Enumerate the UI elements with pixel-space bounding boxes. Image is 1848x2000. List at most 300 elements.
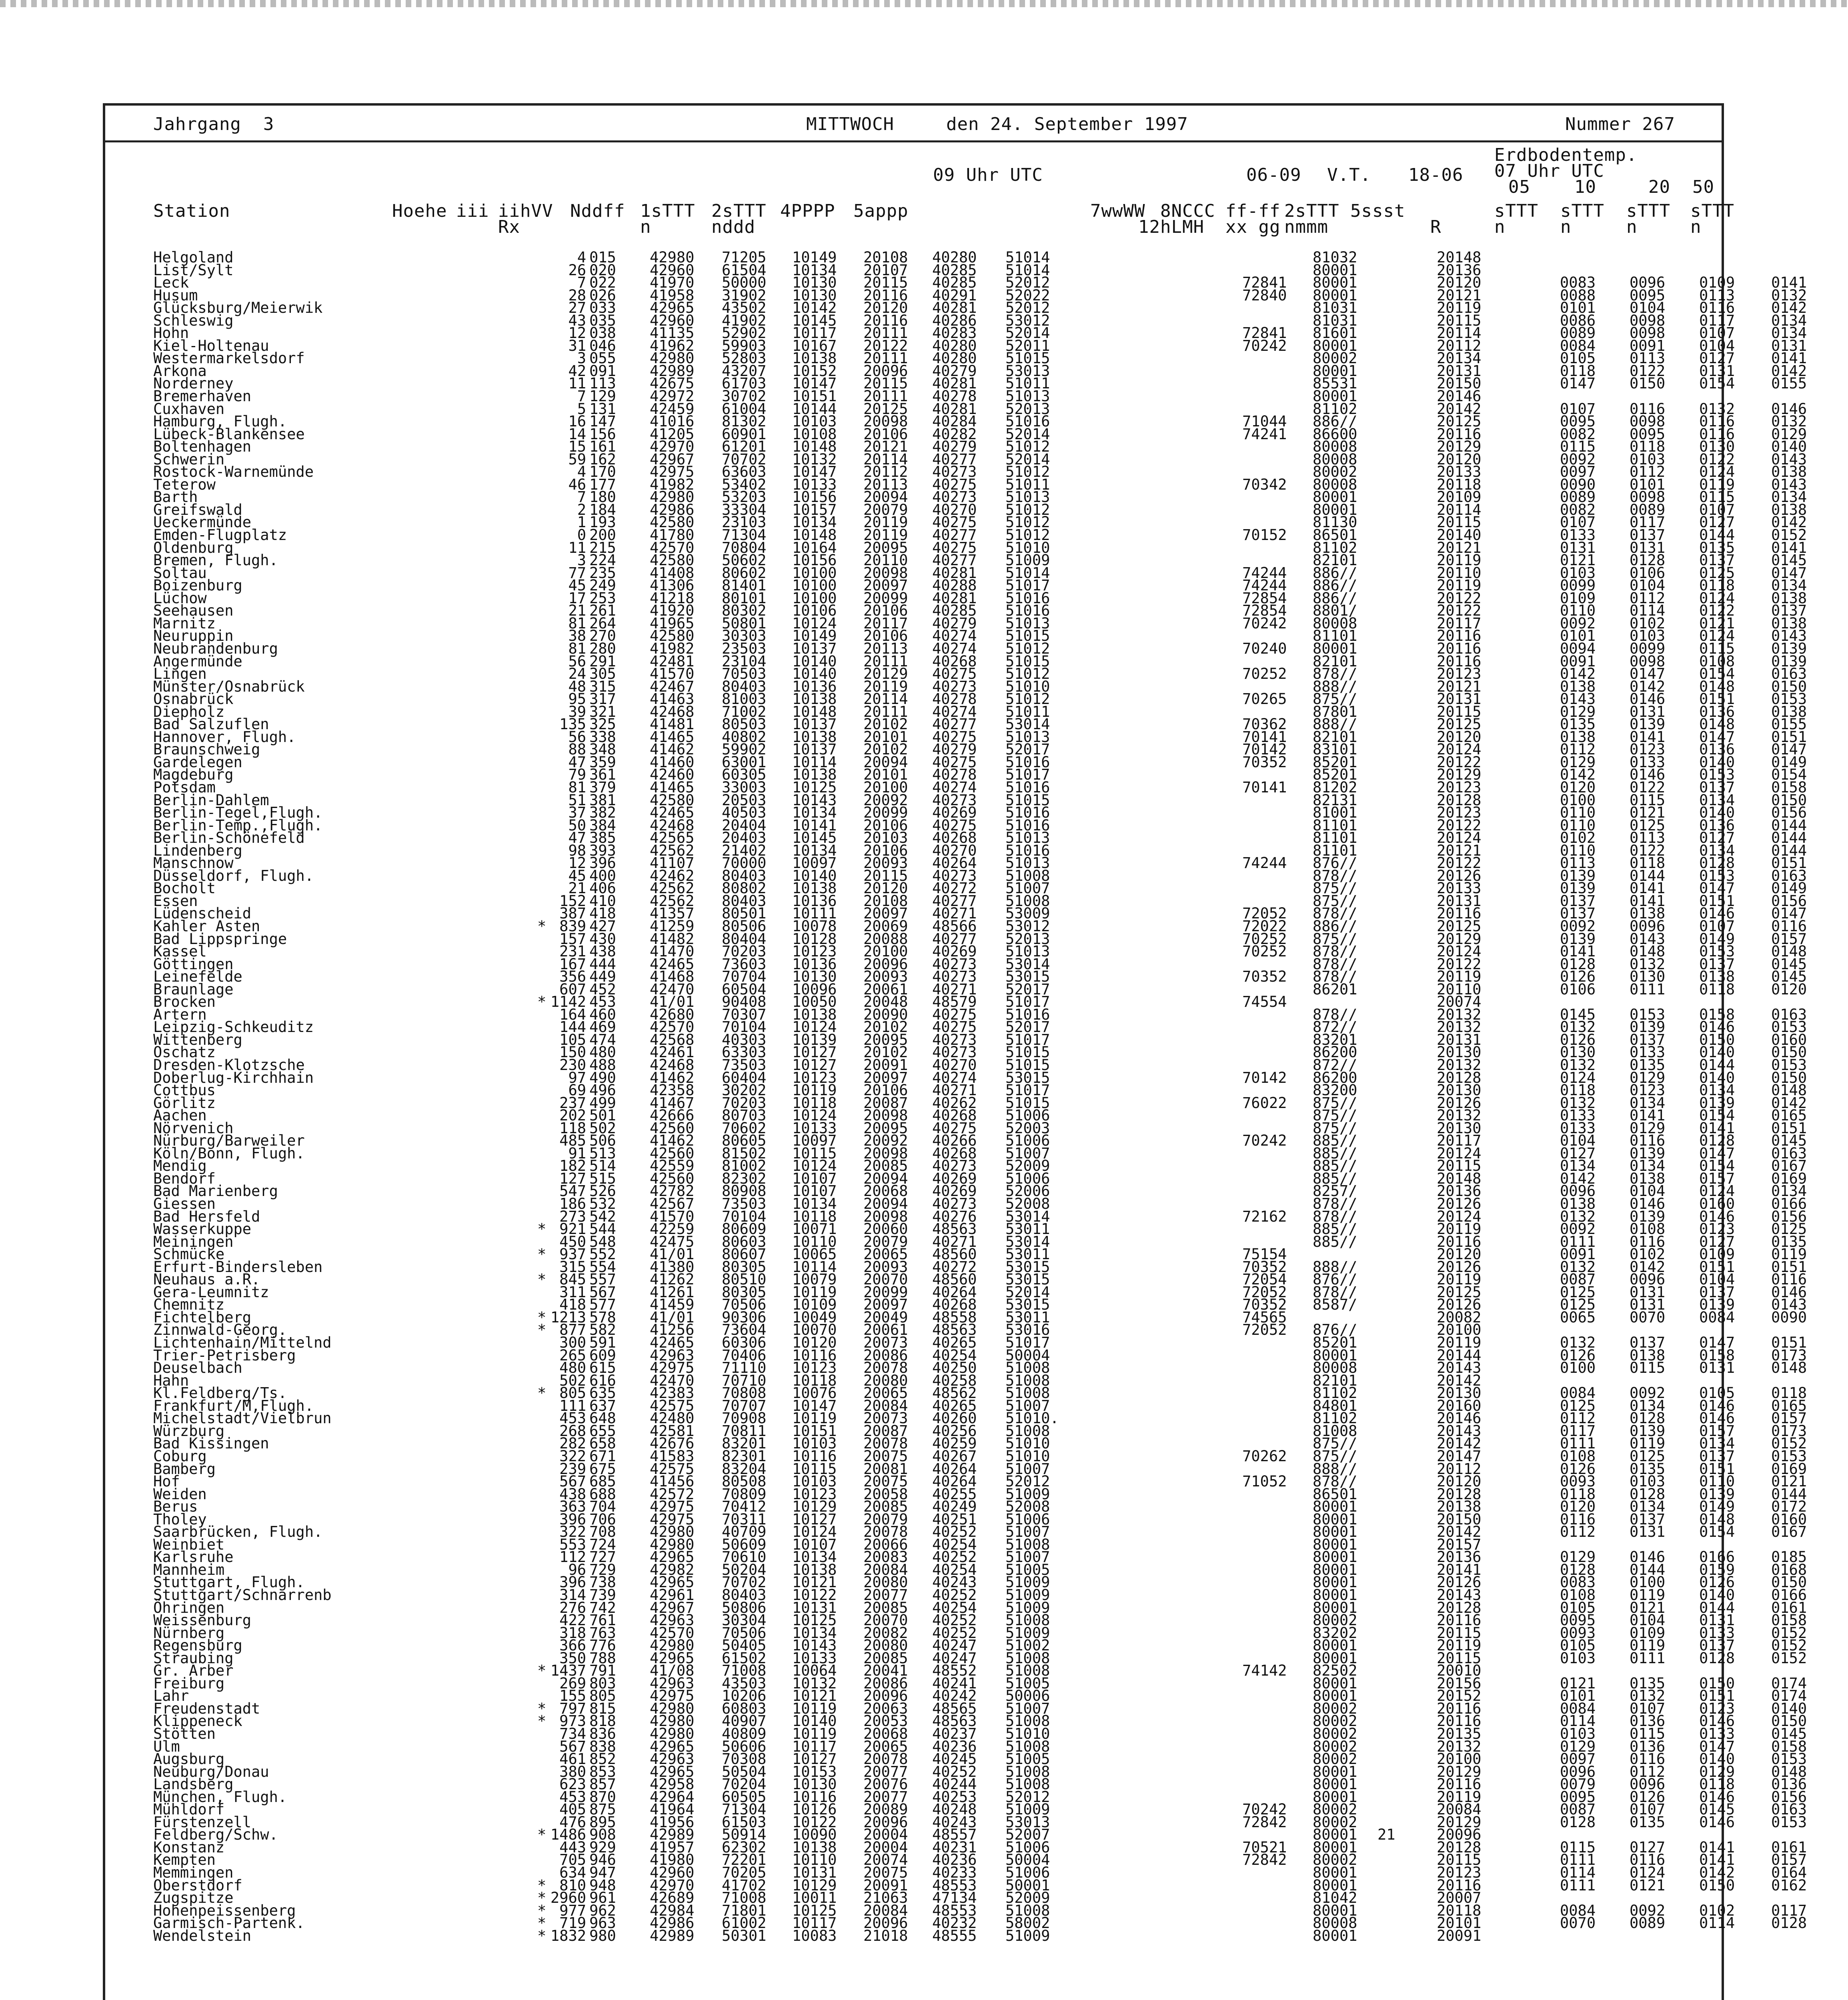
group-2sttt: 20096 — [863, 1687, 908, 1705]
group-2sttt: 20101 — [863, 728, 908, 746]
soil-temp-50: 0153 — [1771, 1447, 1807, 1465]
soil-temp-50: 0173 — [1771, 1346, 1807, 1364]
group-2sttt-b: 20074 — [1437, 993, 1482, 1011]
soil-temp-20: 0115 — [1699, 640, 1735, 657]
soil-temp-20: 0107 — [1699, 324, 1735, 342]
soil-temp-50: 0163 — [1771, 867, 1807, 884]
group-nddff: 80302 — [722, 602, 767, 620]
group-4pppp: 40272 — [932, 1258, 977, 1276]
soil-temp-50: 0134 — [1771, 577, 1807, 594]
station-name: Aachen — [153, 1107, 207, 1124]
group-4pppp: 48553 — [932, 1876, 977, 1894]
col-5ssst-sub: R — [1430, 217, 1442, 237]
group-1sttt: 10122 — [792, 1813, 837, 1831]
group-2sttt-b: 20122 — [1437, 816, 1482, 834]
soil-temp-20: 0150 — [1699, 1674, 1735, 1692]
station-name: Nürnberg — [153, 1624, 225, 1642]
group-5appp: 51008 — [1005, 867, 1050, 884]
elevation: 202 — [559, 1107, 586, 1124]
elevation: 81 — [568, 614, 586, 632]
group-2sttt-b: 20135 — [1437, 1725, 1482, 1742]
group-nddff: 80602 — [722, 564, 767, 582]
elevation: 396 — [559, 1510, 586, 1528]
station-id: 776 — [589, 1637, 616, 1654]
group-8nccc: 80001 — [1313, 1674, 1357, 1692]
soil-temp-10: 0139 — [1630, 1018, 1666, 1036]
soil-temp-05: 0128 — [1560, 955, 1596, 973]
group-8nccc: 80008 — [1313, 1914, 1357, 1932]
station-name: Trier-Petrisberg — [153, 1346, 296, 1364]
group-2sttt-b: 20132 — [1437, 1738, 1482, 1755]
group-iihvv: 42986 — [650, 1914, 695, 1932]
group-2sttt: 20116 — [863, 286, 908, 304]
soil-temp-05: 0084 — [1560, 1902, 1596, 1919]
group-2sttt: 20115 — [863, 274, 908, 292]
group-iihvv: 41463 — [650, 690, 695, 708]
group-8nccc: 80001 — [1313, 1536, 1357, 1553]
group-2sttt-b: 20112 — [1437, 1460, 1482, 1478]
group-iihvv: 42982 — [650, 1561, 695, 1578]
mountain-station-mark: * — [537, 1220, 547, 1238]
group-8nccc: 878// — [1313, 943, 1357, 960]
soil-temp-05: 0114 — [1560, 1864, 1596, 1881]
group-2sttt-b: 20120 — [1437, 274, 1482, 292]
group-5appp: 53015 — [1005, 968, 1050, 986]
group-nddff: 71801 — [722, 1902, 767, 1919]
station-name: Neuruppin — [153, 627, 234, 645]
elevation: 47 — [568, 829, 586, 847]
soil-temp-50: 0129 — [1771, 425, 1807, 443]
group-1sttt: 10119 — [792, 1725, 837, 1742]
group-iihvv: 42689 — [650, 1889, 695, 1907]
soil-temp-50: 0152 — [1771, 1435, 1807, 1452]
elevation: 7 — [577, 388, 586, 405]
elevation: 7 — [577, 488, 586, 506]
group-8nccc: 878// — [1313, 1006, 1357, 1023]
group-5appp: 52017 — [1005, 741, 1050, 758]
group-1sttt: 10124 — [792, 1523, 837, 1541]
soil-temp-10: 0111 — [1630, 1649, 1666, 1667]
elevation: 0 — [577, 526, 586, 544]
group-5appp: 51008 — [1005, 892, 1050, 910]
station-name: Dresden-Klotzsche — [153, 1056, 305, 1074]
soil-temp-50: 0153 — [1771, 690, 1807, 708]
group-2sttt: 20129 — [863, 665, 908, 683]
group-1sttt: 10139 — [792, 1031, 837, 1048]
group-2sttt: 20106 — [863, 627, 908, 645]
group-iihvv: 42461 — [650, 1044, 695, 1061]
elevation: 314 — [559, 1586, 586, 1604]
soil-temp-20: 0121 — [1699, 614, 1735, 632]
group-4pppp: 40269 — [932, 1170, 977, 1187]
group-8nccc: 875// — [1313, 892, 1357, 910]
station-id: 635 — [589, 1384, 616, 1402]
group-iihvv: 41468 — [650, 968, 695, 986]
soil-temp-10: 0135 — [1630, 1056, 1666, 1074]
soil-temp-50: 0151 — [1771, 1258, 1807, 1276]
group-1sttt: 10111 — [792, 905, 837, 922]
station-name: Braunschweig — [153, 741, 260, 758]
group-iihvv: 42782 — [650, 1182, 695, 1200]
group-2sttt-b: 20119 — [1437, 1271, 1482, 1288]
mountain-station-mark: * — [537, 1889, 547, 1907]
elevation: 230 — [559, 1056, 586, 1074]
group-1sttt: 10049 — [792, 1308, 837, 1326]
elevation: 396 — [559, 1574, 586, 1591]
soil-temp-20: 0154 — [1699, 665, 1735, 683]
elevation: 39 — [568, 703, 586, 720]
soil-temp-50: 0150 — [1771, 1712, 1807, 1730]
group-nddff: 73503 — [722, 1056, 767, 1074]
group-1sttt: 10119 — [792, 1700, 837, 1717]
group-2sttt: 20004 — [863, 1838, 908, 1856]
group-2sttt: 20119 — [863, 526, 908, 544]
soil-temp-20: 0153 — [1699, 943, 1735, 960]
group-5appp: 51009 — [1005, 1599, 1050, 1616]
group-2sttt-b: 20124 — [1437, 1208, 1482, 1225]
group-4pppp: 40273 — [932, 678, 977, 695]
station-name: Wendelstein — [153, 1927, 252, 1944]
soil-temp-05: 0088 — [1560, 286, 1596, 304]
group-2sttt: 20099 — [863, 1283, 908, 1301]
group-nddff: 60305 — [722, 766, 767, 784]
group-2sttt-b: 20118 — [1437, 1902, 1482, 1919]
group-iihvv: 42559 — [650, 1157, 695, 1175]
station-name: Weissenburg — [153, 1612, 252, 1629]
soil-temp-20: 0122 — [1699, 602, 1735, 620]
group-5appp: 51007 — [1005, 1548, 1050, 1566]
group-5appp: 52013 — [1005, 930, 1050, 948]
soil-temp-05: 0139 — [1560, 867, 1596, 884]
group-5appp: 51013 — [1005, 829, 1050, 847]
group-5appp: 51013 — [1005, 728, 1050, 746]
soil-temp-20: 0140 — [1699, 1069, 1735, 1086]
group-1sttt: 10090 — [792, 1826, 837, 1844]
group-5appp: 51007 — [1005, 1397, 1050, 1414]
group-iihvv: 42480 — [650, 1410, 695, 1427]
station-id: 929 — [589, 1838, 616, 1856]
group-8nccc: 888// — [1313, 1460, 1357, 1478]
group-2sttt: 20079 — [863, 1233, 908, 1250]
soil-temp-20: 0145 — [1699, 1801, 1735, 1818]
group-iihvv: 41/01 — [650, 993, 695, 1011]
group-8nccc: 80001 — [1313, 388, 1357, 405]
soil-temp-10: 0150 — [1630, 375, 1666, 392]
soil-temp-10: 0141 — [1630, 880, 1666, 897]
soil-temp-50: 0143 — [1771, 627, 1807, 645]
soil-temp-20: 0123 — [1699, 1220, 1735, 1238]
group-nddff: 73503 — [722, 1195, 767, 1213]
group-nddff: 41902 — [722, 312, 767, 329]
station-name: Berus — [153, 1498, 198, 1516]
group-2sttt-b: 20116 — [1437, 640, 1482, 657]
group-iihvv: 41570 — [650, 665, 695, 683]
soil-temp-20: 0140 — [1699, 1044, 1735, 1061]
soil-temp-10: 0141 — [1630, 1107, 1666, 1124]
soil-temp-10: 0098 — [1630, 312, 1666, 329]
group-5appp: 51017 — [1005, 1334, 1050, 1352]
group-2sttt: 20098 — [863, 1144, 908, 1162]
group-1sttt: 10107 — [792, 1536, 837, 1553]
soil-temp-05: 0132 — [1560, 1258, 1596, 1276]
group-4pppp: 40236 — [932, 1738, 977, 1755]
group-2sttt-b: 20110 — [1437, 980, 1482, 998]
station-id: 321 — [589, 703, 616, 720]
group-4pppp: 40241 — [932, 1674, 977, 1692]
group-7wwww: 70240 — [1242, 640, 1287, 657]
station-name: Lüchow — [153, 589, 207, 607]
soil-temp-20: 0137 — [1699, 778, 1735, 796]
group-2sttt-b: 20133 — [1437, 880, 1482, 897]
group-8nccc: 888// — [1313, 716, 1357, 733]
group-2sttt: 20106 — [863, 1082, 908, 1099]
elevation: 88 — [568, 741, 586, 758]
group-2sttt: 20110 — [863, 552, 908, 569]
group-iihvv: 41459 — [650, 1296, 695, 1314]
station-name: Husum — [153, 286, 198, 304]
group-4pppp: 40264 — [932, 1283, 977, 1301]
header-rule — [103, 140, 1724, 142]
group-nddff: 70804 — [722, 539, 767, 556]
group-5appp: 51016 — [1005, 1006, 1050, 1023]
soil-temp-50: 0167 — [1771, 1523, 1807, 1541]
station-id: 317 — [589, 690, 616, 708]
soil-temp-50: 0161 — [1771, 1838, 1807, 1856]
group-7wwww: 74241 — [1242, 425, 1287, 443]
group-4pppp: 40264 — [932, 1473, 977, 1490]
station-name: Lübeck-Blankensee — [153, 425, 305, 443]
col-soil-05-sub: n — [1494, 217, 1506, 237]
soil-temp-10: 0142 — [1630, 1258, 1666, 1276]
group-2sttt: 20106 — [863, 602, 908, 620]
group-1sttt: 10164 — [792, 539, 837, 556]
group-nddff: 71205 — [722, 249, 767, 266]
group-nddff: 50606 — [722, 1738, 767, 1755]
group-8nccc: 875// — [1313, 880, 1357, 897]
soil-temp-10: 0098 — [1630, 413, 1666, 430]
group-8nccc: 876// — [1313, 1271, 1357, 1288]
soil-temp-50: 0163 — [1771, 1006, 1807, 1023]
group-4pppp: 47134 — [932, 1889, 977, 1907]
group-1sttt: 10083 — [792, 1927, 837, 1944]
group-nddff: 70506 — [722, 1296, 767, 1314]
mountain-station-mark: * — [537, 1384, 547, 1402]
group-2sttt: 20078 — [863, 1435, 908, 1452]
soil-temp-10: 0121 — [1630, 1599, 1666, 1616]
group-7wwww: 70252 — [1242, 943, 1287, 960]
group-8nccc: 876// — [1313, 1321, 1357, 1339]
soil-temp-50: 0132 — [1771, 413, 1807, 430]
group-4pppp: 40280 — [932, 337, 977, 354]
group-nddff: 70104 — [722, 1018, 767, 1036]
group-8nccc: 81001 — [1313, 804, 1357, 822]
elevation: 839 — [559, 917, 586, 935]
group-2sttt: 20068 — [863, 1182, 908, 1200]
group-5appp: 52009 — [1005, 1157, 1050, 1175]
group-4pppp: 40274 — [932, 640, 977, 657]
soil-temp-10: 0107 — [1630, 1801, 1666, 1818]
group-8nccc: 8257/ — [1313, 1182, 1357, 1200]
group-5appp: 51008 — [1005, 1902, 1050, 1919]
group-4pppp: 40273 — [932, 1044, 977, 1061]
group-8nccc: 8587/ — [1313, 1296, 1357, 1314]
group-2sttt: 20093 — [863, 854, 908, 872]
soil-temp-05: 0101 — [1560, 627, 1596, 645]
group-5appp: 51010 — [1005, 678, 1050, 695]
group-1sttt: 10122 — [792, 1586, 837, 1604]
station-name: Kiel-Holtenau — [153, 337, 269, 354]
group-4pppp: 40253 — [932, 1788, 977, 1806]
soil-temp-05: 0129 — [1560, 703, 1596, 720]
group-2sttt: 20091 — [863, 1876, 908, 1894]
station-id: 480 — [589, 1044, 616, 1061]
group-8nccc: 80001 — [1313, 1574, 1357, 1591]
station-id: 361 — [589, 766, 616, 784]
soil-temp-20: 0147 — [1699, 880, 1735, 897]
elevation: 27 — [568, 299, 586, 317]
group-4pppp: 40277 — [932, 716, 977, 733]
group-nddff: 40303 — [722, 1031, 767, 1048]
station-id: 022 — [589, 274, 616, 292]
group-1sttt: 10151 — [792, 388, 837, 405]
soil-temp-20: 0119 — [1699, 476, 1735, 493]
group-5appp: 51008 — [1005, 1738, 1050, 1755]
group-iihvv: 41970 — [650, 274, 695, 292]
group-5appp: 51006 — [1005, 1838, 1050, 1856]
group-nddff: 50609 — [722, 1536, 767, 1553]
group-iihvv: 42481 — [650, 652, 695, 670]
group-1sttt: 10131 — [792, 1599, 837, 1616]
station-id: 637 — [589, 1397, 616, 1414]
group-1sttt: 10103 — [792, 413, 837, 430]
station-id: 895 — [589, 1813, 616, 1831]
station-id: 788 — [589, 1649, 616, 1667]
group-1sttt: 10071 — [792, 1220, 837, 1238]
group-iihvv: 42980 — [650, 1700, 695, 1717]
group-5appp: 52003 — [1005, 1119, 1050, 1137]
group-7wwww: 70521 — [1242, 1838, 1287, 1856]
soil-temp-10: 0135 — [1630, 1674, 1666, 1692]
group-8nccc: 80008 — [1313, 438, 1357, 456]
group-iihvv: 41780 — [650, 526, 695, 544]
soil-temp-20: 0130 — [1699, 438, 1735, 456]
group-4pppp: 40274 — [932, 778, 977, 796]
group-8nccc: 886// — [1313, 589, 1357, 607]
group-iihvv: 42465 — [650, 1334, 695, 1352]
group-8nccc: 888// — [1313, 1258, 1357, 1276]
group-4pppp: 40279 — [932, 614, 977, 632]
soil-temp-05: 0089 — [1560, 488, 1596, 506]
soil-temp-05: 0106 — [1560, 980, 1596, 998]
elevation: 95 — [568, 690, 586, 708]
station-name: Fichtelberg — [153, 1308, 252, 1326]
group-2sttt: 20099 — [863, 804, 908, 822]
mountain-station-mark: * — [537, 1308, 547, 1326]
soil-temp-05: 0110 — [1560, 842, 1596, 859]
station-id: 557 — [589, 1271, 616, 1288]
group-5appp: 53011 — [1005, 1308, 1050, 1326]
group-2sttt-b: 20140 — [1437, 526, 1482, 544]
group-4pppp: 40285 — [932, 261, 977, 279]
group-iihvv: 41462 — [650, 1132, 695, 1150]
soil-temp-50: 0157 — [1771, 1851, 1807, 1869]
soil-temp-20: 0151 — [1699, 1460, 1735, 1478]
group-nddff: 80403 — [722, 1586, 767, 1604]
soil-temp-50: 0148 — [1771, 1082, 1807, 1099]
group-4pppp: 40267 — [932, 1447, 977, 1465]
soil-temp-10: 0148 — [1630, 943, 1666, 960]
group-5appp: 51012 — [1005, 438, 1050, 456]
soil-temp-10: 0127 — [1630, 1838, 1666, 1856]
group-2sttt-b: 20148 — [1437, 1170, 1482, 1187]
soil-temp-05: 0112 — [1560, 1410, 1596, 1427]
soil-temp-20: 0131 — [1699, 1359, 1735, 1377]
group-8nccc: 875// — [1313, 1094, 1357, 1112]
group-1sttt: 10121 — [792, 1687, 837, 1705]
group-2sttt: 20041 — [863, 1662, 908, 1680]
soil-temp-50: 0168 — [1771, 1561, 1807, 1578]
soil-temp-20: 0154 — [1699, 1107, 1735, 1124]
soil-temp-10: 0101 — [1630, 476, 1666, 493]
group-5appp: 52014 — [1005, 324, 1050, 342]
soil-temp-20: 0141 — [1699, 1838, 1735, 1856]
soil-temp-05: 0100 — [1560, 1359, 1596, 1377]
group-1sttt: 10107 — [792, 1182, 837, 1200]
soil-temp-05: 0082 — [1560, 425, 1596, 443]
soil-temp-10: 0114 — [1630, 602, 1666, 620]
group-2sttt: 20108 — [863, 892, 908, 910]
soil-temp-20: 0136 — [1699, 816, 1735, 834]
group-5appp: 51014 — [1005, 564, 1050, 582]
group-8nccc: 80001 — [1313, 488, 1357, 506]
soil-temp-20: 0158 — [1699, 1346, 1735, 1364]
soil-temp-10: 0092 — [1630, 1384, 1666, 1402]
group-1sttt: 10145 — [792, 312, 837, 329]
group-2sttt: 20097 — [863, 1069, 908, 1086]
soil-temp-20: 0107 — [1699, 917, 1735, 935]
station-name: Manschnow — [153, 854, 234, 872]
soil-temp-05: 0103 — [1560, 1649, 1596, 1667]
soil-temp-50: 0169 — [1771, 1460, 1807, 1478]
station-name: Teterow — [153, 476, 216, 493]
group-1sttt: 10118 — [792, 1094, 837, 1112]
group-1sttt: 10097 — [792, 1132, 837, 1150]
group-iihvv: 42460 — [650, 766, 695, 784]
group-2sttt: 20115 — [863, 375, 908, 392]
group-4pppp: 40277 — [932, 930, 977, 948]
soil-temp-50: 0145 — [1771, 968, 1807, 986]
station-name: Klippeneck — [153, 1712, 242, 1730]
group-2sttt: 20111 — [863, 324, 908, 342]
group-nddff: 60306 — [722, 1334, 767, 1352]
group-1sttt: 10130 — [792, 1776, 837, 1793]
elevation: 4 — [577, 463, 586, 481]
group-8nccc: 80001 — [1313, 1826, 1357, 1844]
group-2sttt: 20077 — [863, 1586, 908, 1604]
group-2sttt: 20078 — [863, 1523, 908, 1541]
group-nddff: 70503 — [722, 665, 767, 683]
group-iihvv: 42562 — [650, 892, 695, 910]
soil-temp-10: 0132 — [1630, 1687, 1666, 1705]
group-8nccc: 81101 — [1313, 842, 1357, 859]
station-name: Gr. Arber — [153, 1662, 234, 1680]
soil-temp-50: 0143 — [1771, 450, 1807, 468]
soil-temp-10: 0141 — [1630, 892, 1666, 910]
group-1sttt: 10123 — [792, 1359, 837, 1377]
group-1sttt: 10050 — [792, 993, 837, 1011]
group-nddff: 41702 — [722, 1876, 767, 1894]
soil-temp-10: 0133 — [1630, 753, 1666, 771]
